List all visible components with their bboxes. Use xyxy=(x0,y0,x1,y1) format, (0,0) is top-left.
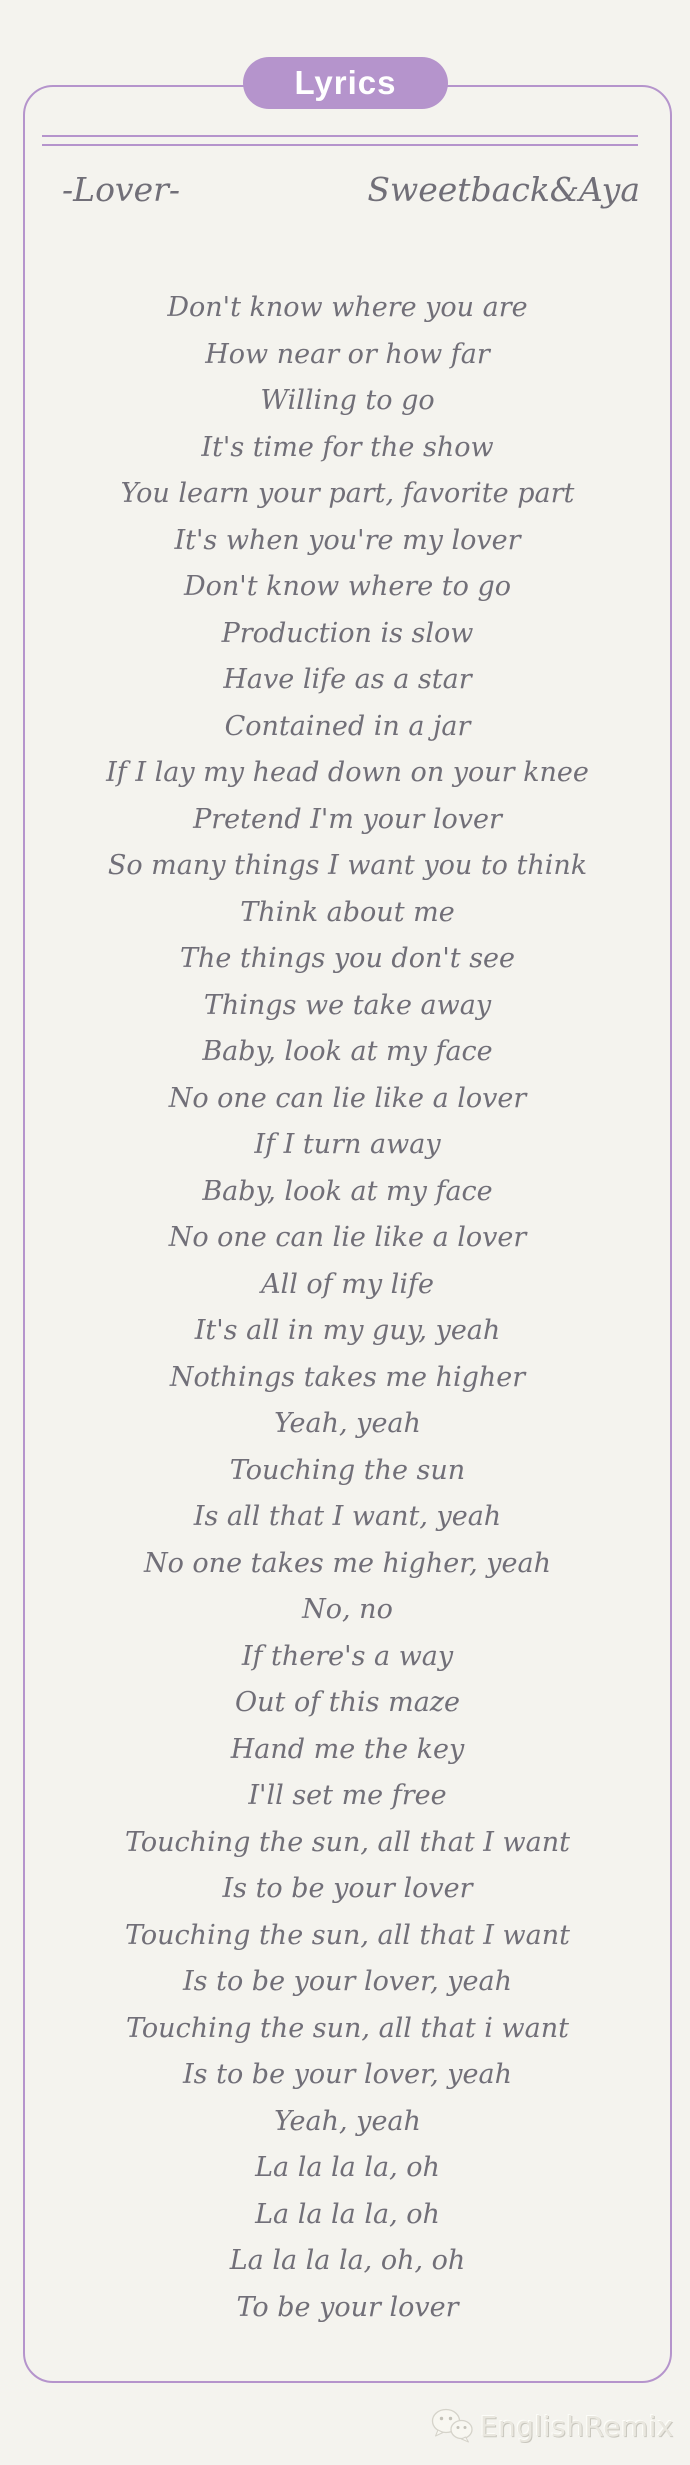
lyric-line: La la la la, oh, oh xyxy=(229,2245,466,2276)
song-title: -Lover- xyxy=(62,170,181,209)
lyric-line: How near or how far xyxy=(205,338,490,370)
lyrics-badge-label: Lyrics xyxy=(294,64,397,101)
lyric-line: If there's a way xyxy=(241,1640,454,1672)
lyric-line: Hand me the key xyxy=(230,1733,465,1765)
lyric-line: La la la la, oh xyxy=(255,2152,440,2183)
lyric-line: If I lay my head down on your knee xyxy=(106,757,589,788)
lyric-line: It's when you're my lover xyxy=(174,524,521,556)
lyric-line: No one takes me higher, yeah xyxy=(143,1547,552,1579)
lyric-line: Touching the sun xyxy=(229,1454,466,1486)
lyric-line: Production is slow xyxy=(221,617,474,649)
lyric-line: Is to be your lover, yeah xyxy=(183,1966,512,1997)
song-header xyxy=(62,170,640,209)
lyric-line: Is all that I want, yeah xyxy=(193,1501,502,1532)
lyric-line: Yeah, yeah xyxy=(274,2105,421,2137)
lyric-line: So many things I want you to think xyxy=(107,850,588,881)
lyric-line: La la la la, oh xyxy=(255,2198,440,2230)
lyric-line: The things you don't see xyxy=(179,943,516,974)
lyric-line: No one can lie like a lover xyxy=(168,1222,527,1253)
lyric-line: Baby, look at my face xyxy=(202,1036,493,1067)
lyric-line: I'll set me free xyxy=(248,1780,447,1811)
lyric-line: Don't know where you are xyxy=(167,292,528,323)
lyric-line: Willing to go xyxy=(260,385,435,416)
lyric-line: Is to be your lover xyxy=(222,1873,473,1904)
lyrics-badge xyxy=(243,57,448,109)
lyric-line: Things we take away xyxy=(203,989,492,1021)
double-rule-divider xyxy=(42,135,638,146)
lyric-line: All of my life xyxy=(261,1268,434,1300)
lyric-line: It's time for the show xyxy=(201,431,494,463)
lyric-line: Don't know where to go xyxy=(183,571,512,602)
brand-name: EnglishRemix xyxy=(479,2409,674,2443)
lyric-line: If I turn away xyxy=(254,1129,441,1160)
lyric-line: Is to be your lover, yeah xyxy=(183,2059,512,2090)
lyric-line: No one can lie like a lover xyxy=(168,1082,527,1114)
lyric-line: Out of this maze xyxy=(234,1687,460,1718)
lyrics-body xyxy=(23,285,672,2331)
brand-watermark xyxy=(431,2406,674,2446)
wechat-icon xyxy=(431,2406,473,2446)
lyric-line: Baby, look at my face xyxy=(202,1175,493,1207)
lyric-line: You learn your part, favorite part xyxy=(120,478,575,509)
lyric-line: Touching the sun, all that I want xyxy=(125,1826,570,1858)
lyric-line: No, no xyxy=(302,1594,393,1625)
lyric-line: Touching the sun, all that i want xyxy=(126,2012,569,2044)
lyric-line: Think about me xyxy=(240,896,455,928)
song-artist: Sweetback&Aya xyxy=(367,170,640,209)
lyric-line: Nothings takes me higher xyxy=(169,1361,526,1393)
lyric-line: To be your lover xyxy=(236,2291,459,2323)
lyric-line: Pretend I'm your lover xyxy=(193,803,502,835)
lyric-line: Have life as a star xyxy=(223,664,472,695)
lyric-line: Yeah, yeah xyxy=(274,1408,421,1439)
lyric-line: Touching the sun, all that I want xyxy=(125,1919,570,1951)
lyric-line: Contained in a jar xyxy=(224,710,471,742)
lyric-line: It's all in my guy, yeah xyxy=(194,1315,501,1346)
